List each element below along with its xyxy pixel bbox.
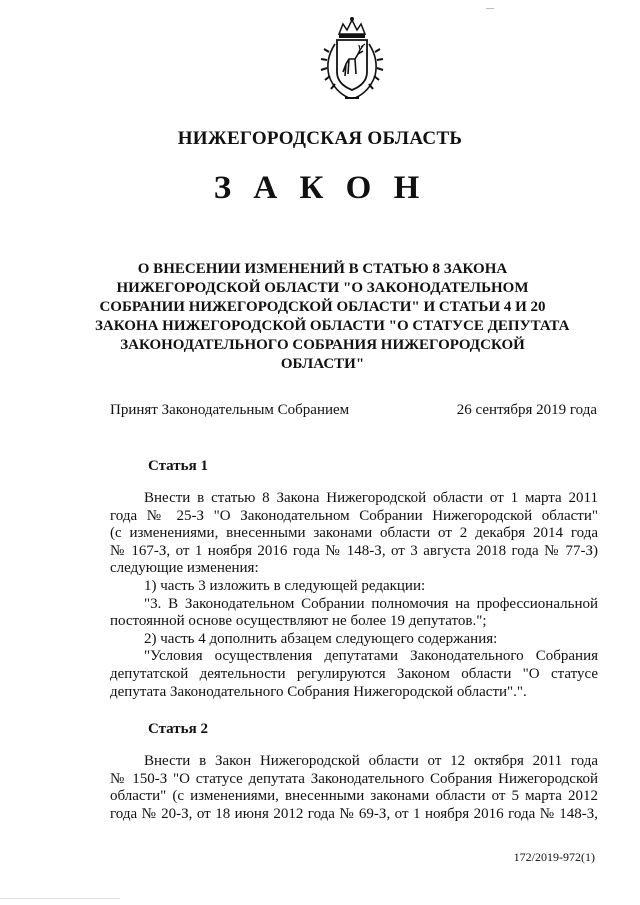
article-2-body [110, 753, 598, 823]
text-line: депутатской деятельности регулируются Законом области "О статусе [110, 665, 598, 682]
scan-edge [0, 898, 120, 899]
text-line: года № 20-З, от 18 июня 2012 года № 69-З, от 1 ноября 2016 года № 148-З, [110, 805, 598, 822]
law-title-line: О ВНЕСЕНИИ ИЗМЕНЕНИЙ В СТАТЬЮ 8 ЗАКОНА [137, 261, 508, 277]
adopted-by: Принят Законодательным Собранием [110, 402, 350, 418]
text-line: "Условия осуществления депутатами Законодательного Собрания [144, 648, 598, 665]
article-1-heading: Статья 1 [148, 458, 208, 474]
article-1-body [110, 490, 598, 701]
text-line: (с изменениями, внесенными законами области от 2 декабря 2014 года [110, 525, 598, 542]
text-line: 1) часть 3 изложить в следующей редакции: [144, 577, 426, 594]
nizhny-novgorod-coat-of-arms-icon [317, 14, 387, 104]
law-title-line: ЗАКОНА НИЖЕГОРОДСКОЙ ОБЛАСТИ "О СТАТУСЕ ДЕПУТАТА [95, 318, 570, 334]
text-line: года № 25-З "О Законодательном Собрании Нижегородской области" [110, 507, 598, 524]
text-line: депутата Законодательного Собрания Нижегородской области".". [110, 683, 527, 700]
text-line: Внести в Закон Нижегородской области от 12 октября 2011 года [144, 753, 598, 769]
law-title-line: СОБРАНИИ НИЖЕГОРОДСКОЙ ОБЛАСТИ" И СТАТЬИ 4 И 20 [99, 299, 546, 315]
document-type: З А К О Н [213, 170, 427, 206]
text-line: № 167-З, от 1 ноября 2016 года № 148-З, от 3 августа 2018 года № 77-З) [110, 542, 598, 559]
region-name: НИЖЕГОРОДСКАЯ ОБЛАСТЬ [177, 128, 463, 149]
text-line: "3. В Законодательном Собрании полномочия на профессиональной [144, 595, 598, 612]
law-title-line: ЗАКОНОДАТЕЛЬНОГО СОБРАНИЯ НИЖЕГОРОДСКОЙ [120, 337, 525, 353]
adoption-date: 26 сентября 2019 года [456, 402, 597, 418]
document-number: 172/2019-972(1) [513, 850, 595, 864]
text-line: № 150-З "О статусе депутата Законодательного Собрания Нижегородской [110, 770, 598, 787]
article-2-heading: Статья 2 [148, 721, 208, 737]
text-line: 2) часть 4 дополнить абзацем следующего содержания: [144, 630, 498, 647]
scan-mark [486, 8, 494, 9]
law-title-line: НИЖЕГОРОДСКОЙ ОБЛАСТИ "О ЗАКОНОДАТЕЛЬНОМ [116, 280, 529, 296]
law-title [95, 260, 570, 374]
law-title-line: ОБЛАСТИ" [280, 356, 365, 372]
text-line: области" (с изменениями, внесенными законами области от 5 марта 2012 [110, 788, 598, 805]
text-line: следующие изменения: [110, 560, 259, 577]
text-line: Внести в статью 8 Закона Нижегородской области от 1 марта 2011 [144, 490, 598, 506]
text-line: постоянной основе осуществляют не более 19 депутатов."; [110, 613, 487, 630]
